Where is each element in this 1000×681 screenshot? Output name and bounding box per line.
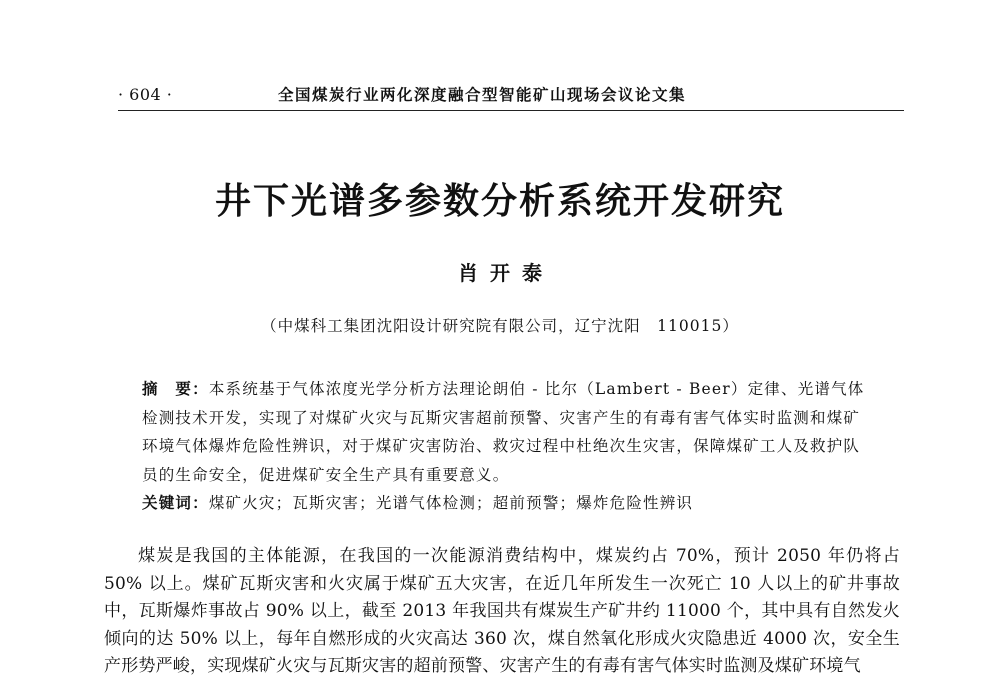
header-rule <box>118 110 904 111</box>
paper-title: 井下光谱多参数分析系统开发研究 <box>214 180 785 222</box>
abstract <box>142 375 872 489</box>
running-title: 全国煤炭行业两化深度融合型智能矿山现场会议论文集 <box>278 85 687 104</box>
keywords-label: 关键词： <box>142 493 209 512</box>
paper-author: 肖开泰 <box>458 261 554 285</box>
keywords-text: 煤矿火灾；瓦斯灾害；光谱气体检测；超前预警；爆炸危险性辨识 <box>208 494 694 512</box>
keywords <box>142 489 872 518</box>
page-number: · 604 · <box>118 85 173 104</box>
abstract-label: 摘 要： <box>142 379 209 398</box>
author-affiliation: （中煤科工集团沈阳设计研究院有限公司，辽宁沈阳 110015） <box>261 317 739 335</box>
page-header <box>118 83 904 107</box>
abstract-text: 本系统基于气体浓度光学分析方法理论朗伯 - 比尔（Lambert - Beer）定律、光谱气体检测技术开发，实现了对煤矿火灾与瓦斯灾害超前预警、灾害产生的有毒有害气体实时监测和煤矿环境气体爆炸危险性辨识，对于煤矿灾害防治、救灾过程中杜绝次生灾害，保障煤矿工人及救护队员的生命安全，促进煤矿安全生产具有重要意义。 <box>142 380 865 484</box>
body-paragraph: 煤炭是我国的主体能源，在我国的一次能源消费结构中，煤炭约占 70%，预计 2050 年仍将占 50% 以上。煤矿瓦斯灾害和火灾属于煤矿五大灾害，在近几年所发生一次死亡 10 人以上的矿井事故中，瓦斯爆炸事故占 90% 以上，截至 2013 年我国共有煤炭生产矿井约 11000 个，其中具有自然发火倾向的达 50% 以上，每年自燃形成的火灾高达 360 次，煤自然氧化形成火灾隐患近 4000 次，安全生产形势严峻，实现煤矿火灾与瓦斯灾害的超前预警、灾害产生的有毒有害气体实时监测及煤矿环境气 <box>104 546 900 676</box>
